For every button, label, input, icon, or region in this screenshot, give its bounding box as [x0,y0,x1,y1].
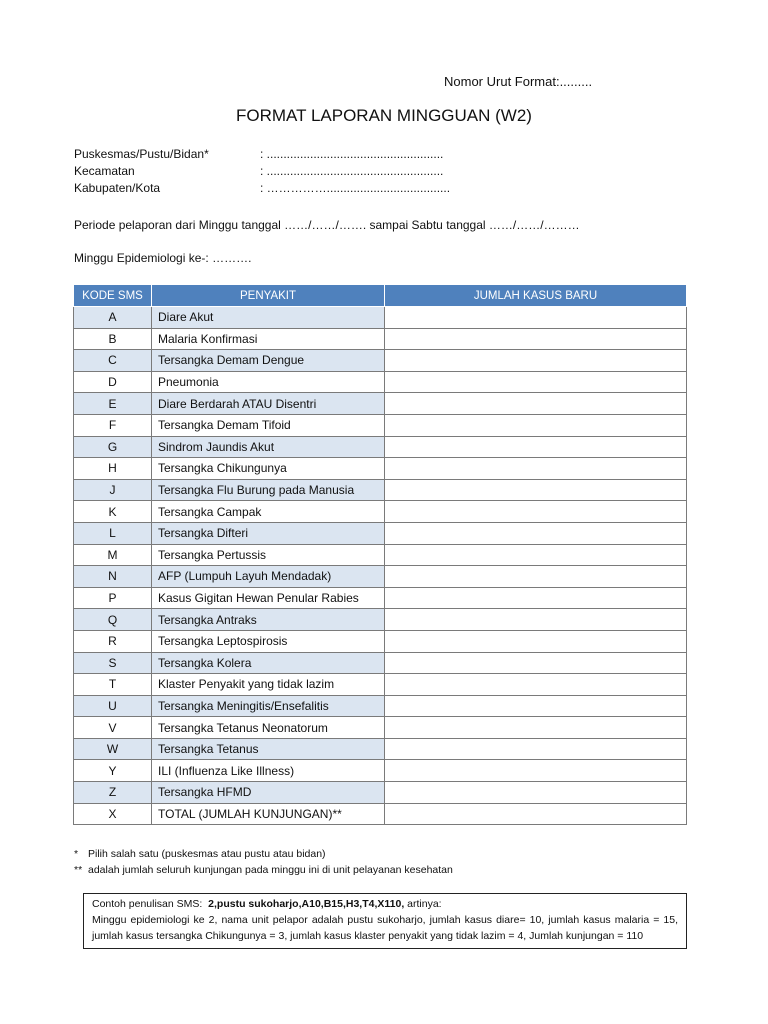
disease-cell: Tersangka Pertussis [152,544,385,566]
table-row [74,609,687,631]
disease-cell: Tersangka Flu Burung pada Manusia [152,479,385,501]
table-row [74,307,687,329]
table-row [74,436,687,458]
sms-code-cell: M [74,544,152,566]
table-row [74,782,687,804]
header-penyakit: PENYAKIT [152,285,385,307]
info-value: : ..................................................... [260,164,444,178]
footnotes [74,846,453,878]
table-row [74,371,687,393]
sms-code-cell: K [74,501,152,523]
disease-cell: Tersangka Chikungunya [152,458,385,480]
disease-cell: Tersangka Tetanus Neonatorum [152,717,385,739]
sms-code-cell: R [74,630,152,652]
info-row-puskesmas [74,146,443,163]
epi-week: Minggu Epidemiologi ke-: ………. [74,251,252,265]
case-count-cell[interactable] [385,522,687,544]
table-row [74,350,687,372]
table-row [74,566,687,588]
sms-code-cell: Z [74,782,152,804]
case-count-cell[interactable] [385,652,687,674]
sms-code-cell: T [74,674,152,696]
case-count-cell[interactable] [385,738,687,760]
sms-code-cell: C [74,350,152,372]
footnote [74,846,453,862]
header-kode-sms: KODE SMS [74,285,152,307]
case-count-cell[interactable] [385,501,687,523]
case-count-cell[interactable] [385,566,687,588]
sms-code-cell: Y [74,760,152,782]
case-count-cell[interactable] [385,717,687,739]
sms-code-cell: S [74,652,152,674]
page-title: FORMAT LAPORAN MINGGUAN (W2) [236,106,532,125]
case-count-cell[interactable] [385,587,687,609]
case-count-cell[interactable] [385,782,687,804]
case-count-cell[interactable] [385,458,687,480]
case-count-cell[interactable] [385,350,687,372]
disease-cell: Malaria Konfirmasi [152,328,385,350]
case-count-cell[interactable] [385,436,687,458]
sms-example-line [92,896,678,912]
sms-code-cell: G [74,436,152,458]
table-row [74,522,687,544]
sms-code-cell: D [74,371,152,393]
table-row [74,587,687,609]
disease-cell: Tersangka Meningitis/Ensefalitis [152,695,385,717]
table-row [74,803,687,825]
disease-cell: Tersangka Campak [152,501,385,523]
table-row [74,674,687,696]
sms-code-cell: F [74,414,152,436]
table-row [74,328,687,350]
sms-code-cell: U [74,695,152,717]
table-row [74,479,687,501]
weekly-report-table [73,284,687,825]
disease-cell: Tersangka Difteri [152,522,385,544]
disease-cell: Sindrom Jaundis Akut [152,436,385,458]
sms-example-suffix: artinya: [404,898,442,910]
sms-code-cell: L [74,522,152,544]
sms-code-cell: Q [74,609,152,631]
disease-cell: Diare Akut [152,307,385,329]
table-row [74,717,687,739]
case-count-cell[interactable] [385,803,687,825]
disease-cell: Tersangka Kolera [152,652,385,674]
sms-code-cell: A [74,307,152,329]
sms-code-cell: V [74,717,152,739]
footnote [74,862,453,878]
header-jumlah-kasus: JUMLAH KASUS BARU [385,285,687,307]
disease-cell: Kasus Gigitan Hewan Penular Rabies [152,587,385,609]
sms-code-cell: N [74,566,152,588]
case-count-cell[interactable] [385,393,687,415]
table-row [74,652,687,674]
footnote-mark: ** [74,864,83,876]
disease-cell: Diare Berdarah ATAU Disentri [152,393,385,415]
sms-example-code: 2,pustu sukoharjo,A10,B15,H3,T4,X110, [208,898,405,910]
disease-cell: Pneumonia [152,371,385,393]
disease-cell: Tersangka Demam Dengue [152,350,385,372]
sms-example-body: Minggu epidemiologi ke 2, nama unit pelapor adalah pustu sukoharjo, jumlah kasus diare= 10, jumlah kasus malaria = 15, jumlah kasus tersangka Chikungunya = 3, jumlah kasus klaster penyakit yang tidak lazim = 4, Jumlah kunjungan = 110 [92,914,678,942]
table-header-row [74,285,687,307]
case-count-cell[interactable] [385,371,687,393]
case-count-cell[interactable] [385,307,687,329]
info-label: Puskesmas/Pustu/Bidan* [74,147,209,161]
case-count-cell[interactable] [385,674,687,696]
disease-cell: Tersangka Leptospirosis [152,630,385,652]
sms-code-cell: X [74,803,152,825]
case-count-cell[interactable] [385,328,687,350]
sms-code-cell: E [74,393,152,415]
table-row [74,501,687,523]
info-row-kecamatan [74,163,443,180]
table-row [74,414,687,436]
sms-code-cell: H [74,458,152,480]
table-row [74,544,687,566]
info-label: Kabupaten/Kota [74,181,161,195]
disease-cell: Tersangka Demam Tifoid [152,414,385,436]
footnote-mark: * [74,848,79,860]
case-count-cell[interactable] [385,695,687,717]
sms-code-cell: B [74,328,152,350]
table-row [74,760,687,782]
sms-code-cell: J [74,479,152,501]
table-row [74,393,687,415]
table-row [74,630,687,652]
case-count-cell[interactable] [385,630,687,652]
reporting-period: Periode pelaporan dari Minggu tanggal ……/……/……. sampai Sabtu tanggal ……/……/……… [74,218,580,232]
format-number-label: Nomor Urut Format:......... [444,74,593,89]
table-row [74,738,687,760]
case-count-cell[interactable] [385,544,687,566]
disease-cell: Klaster Penyakit yang tidak lazim [152,674,385,696]
table-row [74,458,687,480]
sms-example-prefix: Contoh penulisan SMS: [92,898,203,910]
case-count-cell[interactable] [385,479,687,501]
footnote-text: Pilih salah satu (puskesmas atau pustu atau bidan) [88,848,326,860]
disease-cell: Tersangka Tetanus [152,738,385,760]
disease-cell: Tersangka HFMD [152,782,385,804]
footnote-text: adalah jumlah seluruh kunjungan pada minggu ini di unit pelayanan kesehatan [88,864,453,876]
disease-cell: AFP (Lumpuh Layuh Mendadak) [152,566,385,588]
table-row [74,695,687,717]
disease-cell: Tersangka Antraks [152,609,385,631]
info-row-kabupaten [74,180,450,197]
disease-cell: ILI (Influenza Like Illness) [152,760,385,782]
sms-code-cell: P [74,587,152,609]
case-count-cell[interactable] [385,609,687,631]
info-value: : ..................................................... [260,147,444,161]
case-count-cell[interactable] [385,760,687,782]
sms-code-cell: W [74,738,152,760]
info-value: : ……………..................................... [260,181,451,195]
disease-cell: TOTAL (JUMLAH KUNJUNGAN)** [152,803,385,825]
case-count-cell[interactable] [385,414,687,436]
sms-example-box [83,893,687,949]
info-label: Kecamatan [74,164,135,178]
